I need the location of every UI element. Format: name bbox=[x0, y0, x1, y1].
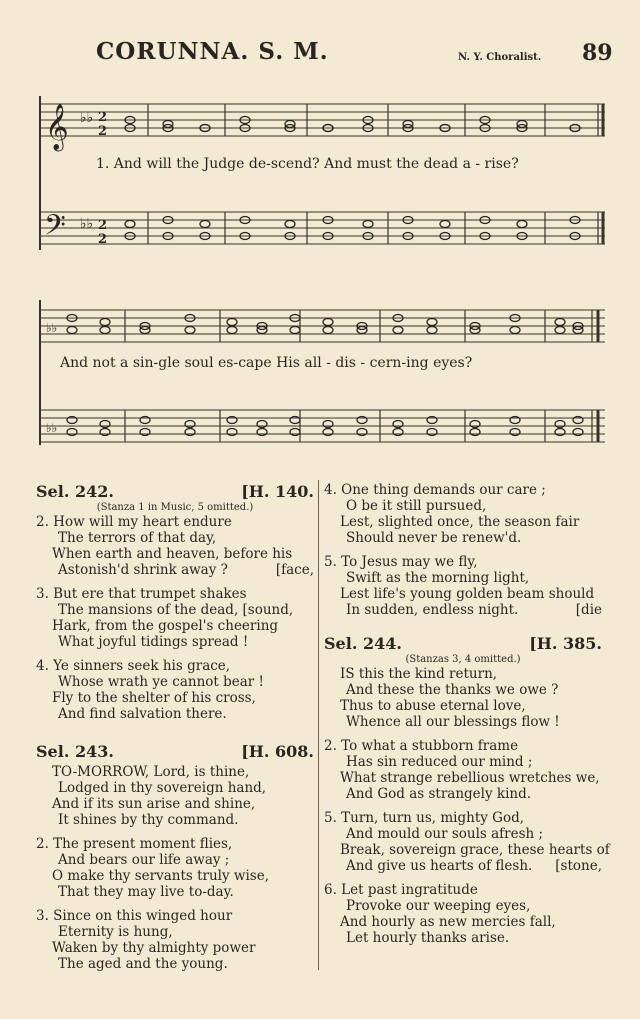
tune-title: CORUNNA. S. M. bbox=[96, 38, 329, 65]
sel-244-note: (Stanzas 3, 4 omitted.) bbox=[405, 654, 521, 665]
note-head bbox=[517, 221, 527, 228]
tune-source: N. Y. Choralist. bbox=[458, 52, 542, 63]
note-head bbox=[67, 327, 77, 334]
note-head bbox=[510, 327, 520, 334]
note-head bbox=[323, 327, 333, 334]
note-head bbox=[100, 327, 110, 334]
note-head bbox=[323, 319, 333, 326]
note-head bbox=[555, 327, 565, 334]
right-column: 4. One thing demands our care ; O be it still pursued, Lest, slighted once, the season fair Should never be renew'd. 5. To Jesus may we fly, Swift as the morning light, Lest life's young golden beam should In sudden, endless night. [die Sel. 244. [H. 385. (Stanzas 3, 4 omitted.) IS this the kind return, And these the thanks we owe ? Thus to abuse eternal love, Whence all our blessings flow ! 2. To what a stubborn frame Has sin reduced our mind ; What strange rebellious wretches we, And God as strangely kind. 5. Turn, turn us, mighty God, And mould our souls afresh ; Break, sovereign grace, these hearts of And give us hearts of flesh. [stone, 6. Let past ingratitude Provoke our weeping eyes, And hourly as new mercies fall, Let hourly thanks arise. bbox=[324, 482, 610, 946]
note-head bbox=[427, 319, 437, 326]
note-head bbox=[290, 327, 300, 334]
note-head bbox=[227, 319, 237, 326]
bass-clef-icon: 𝄢 bbox=[44, 209, 66, 249]
note-head bbox=[100, 319, 110, 326]
note-head bbox=[363, 221, 373, 228]
note-head bbox=[200, 221, 210, 228]
sel-244-heading: Sel. 244. [H. 385. bbox=[324, 634, 602, 653]
note-head bbox=[285, 221, 295, 228]
svg-text:2: 2 bbox=[98, 124, 108, 139]
note-head bbox=[227, 327, 237, 334]
note-head bbox=[427, 327, 437, 334]
svg-text:♭♭: ♭♭ bbox=[80, 216, 94, 232]
svg-text:2: 2 bbox=[98, 218, 108, 233]
left-column: Sel. 242. [H. 140. (Stanza 1 in Music, 5 omitted.) 2. How will my heart endure The terrors of that day, When earth and heaven, before his Astonish'd shrink away ? [face, 3. But ere that trumpet shakes The mansions of the dead, [sound, Hark, from the gospel's cheering What joyful tidings spread ! 4. Ye sinners seek his grace, Whose wrath ye cannot bear ! Fly to the shelter of his cross, And find salvation there. Sel. 243. [H. 608. TO-MORROW, Lord, is thine, Lodged in thy sovereign hand, And if its sun arise and shine, It shines by thy command. 2. The present moment flies, And bears our life away ; O make thy servants truly wise, That they may live to-day. 3. Since on this winged hour Eternity is hung, Waken by thy almighty power The aged and the young. bbox=[36, 478, 314, 972]
key-flats-icon: ♭♭ bbox=[80, 110, 94, 126]
svg-text:2: 2 bbox=[98, 232, 108, 247]
note-head bbox=[125, 221, 135, 228]
music-score bbox=[0, 0, 640, 450]
sel-243-heading: Sel. 243. [H. 608. bbox=[36, 742, 314, 761]
treble-clef-icon: 𝄞 bbox=[45, 104, 69, 150]
lyrics-line-1: 1. And will the Judge de-scend? And must the dead a - rise? bbox=[96, 156, 519, 172]
column-divider bbox=[318, 480, 319, 970]
note-head bbox=[185, 327, 195, 334]
lyrics-line-2: And not a sin-gle soul es-cape His all - dis - cern-ing eyes? bbox=[60, 355, 473, 371]
sel-242-heading: Sel. 242. [H. 140. bbox=[36, 482, 314, 501]
svg-text:♭♭: ♭♭ bbox=[46, 421, 58, 435]
note-head bbox=[555, 319, 565, 326]
note-head bbox=[440, 221, 450, 228]
note-head bbox=[393, 327, 403, 334]
sel-242-note: (Stanza 1 in Music, 5 omitted.) bbox=[96, 502, 254, 513]
svg-text:2: 2 bbox=[98, 110, 108, 125]
svg-text:♭♭: ♭♭ bbox=[46, 321, 58, 335]
page-number: 89 bbox=[582, 40, 613, 66]
